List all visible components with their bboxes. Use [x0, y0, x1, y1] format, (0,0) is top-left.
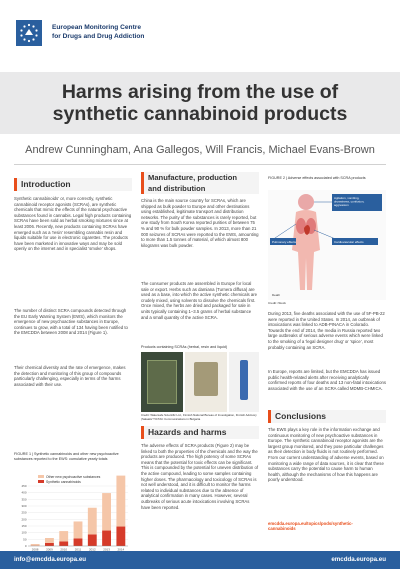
figure-2-label-neuro-line: drowsiness, confusion,	[334, 199, 365, 204]
chart-bar-synthetic-cannabinoids	[59, 541, 68, 546]
manufacture-paragraph-1: China is the main source country for SCRAs, which are shipped as bulk powder to Europe and other destinations using established, legitimate transport and distribution networks. The purity of the substances is rarely reported, but one study from South Korea reported purities of between 75 % and 90 % for bulk powder samples. In 2013, more than 21 000 seizures of SCRAs were reported to the EWS, amounting to more than 1.5 tonnes of material, of which almost 800 kilograms was bulk powder.	[141, 198, 259, 248]
introduction-paragraph-2: The number of distinct SCRA compounds detected through the EU Early Warning System (EWS), which monitors the emergence of new psychoactive substances in Europe, continues to grow, with a total of 134 having been notified to the EMCDDA between 2008 and 2014 (Figure 1).	[14, 308, 128, 336]
figure-2-label-death: Death	[272, 293, 281, 297]
chart-bar-other-nps	[74, 521, 83, 538]
poster-title	[0, 81, 400, 125]
legend-swatch-scra	[38, 480, 44, 483]
chart-y-tick-label: 350	[21, 497, 27, 502]
figure-1-caption: FIGURE 1 | Synthetic cannabinoids and other new psychoactive substances reported to the EWS: cumulative yearly totals	[14, 452, 119, 461]
conclusions-link-line2: cannabinoids	[268, 526, 296, 532]
introduction-paragraph-1: Synthetic cannabinoids' or, more correctly, synthetic cannabinoid receptor agonists (SCRAs), are synthetic chemicals that mimic the effects of the natural psychoactive substances found in cannabis. Legal high products containing SCRAs have been sold as herbal smoking mixtures since at least 2006. Recently, new products containing SCRAs have emerged such as a 'resin' resembling cannabis resin and liquids suitable for use in electronic cigarettes. The products have been marketed in innovative ways and may be sold openly on the internet and in specialist 'smoke' shops.	[14, 196, 132, 252]
chart-x-tick-label: 2010	[60, 547, 68, 552]
chart-y-tick-label: 300	[21, 504, 27, 508]
legend-swatch-other-nps	[38, 475, 44, 478]
hazards-paragraph-1: The adverse effects of SCRA products (Figure 2) may be linked to both the properties of the chemicals and the way the products are produced. The high potency of some SCRAs means that the potential for toxic effects can be significant. This is compounded by the potential for uneven distribution of the active compound, leading to some samples containing higher doses. The pharmacology and toxicology of SCRAs is not well understood, and it is difficult to monitor the harms related to individual substances due to the absence of analytical confirmation in many cases. However, several outbreaks of serious acute intoxications involving SCRAs have been reported.	[141, 443, 259, 510]
chart-bar-synthetic-cannabinoids	[45, 543, 54, 546]
figure-2-caption: FIGURE 2 | Adverse effects associated with SCRA products	[268, 176, 366, 180]
chart-legend	[38, 475, 101, 484]
chart-y-tick-label: 200	[21, 517, 27, 522]
chart-bar-other-nps	[116, 476, 125, 527]
figure-2-label-neuro-line: Agitation, vomiting,	[334, 196, 360, 200]
authors-line: Andrew Cunningham, Ana Gallegos, Will Francis, Michael Evans-Brown	[25, 144, 375, 156]
chart-bar-synthetic-cannabinoids	[88, 534, 97, 546]
hazards-heading: Hazards and harms	[141, 426, 259, 439]
figure-2-body-illustration	[268, 190, 386, 300]
chart-bar-synthetic-cannabinoids	[116, 527, 125, 546]
introduction-heading: Introduction	[14, 178, 132, 191]
footer-email-link[interactable]: info@emcdda.europa.eu	[14, 556, 87, 563]
conclusions-heading: Conclusions	[268, 410, 386, 423]
org-name-line1: European Monitoring Centre	[52, 24, 142, 31]
chart-x-tick-label: 2013	[103, 547, 110, 552]
chart-y-tick-label: 400	[21, 490, 27, 495]
chart-bar-other-nps	[102, 493, 111, 530]
figure-2-credit: Credit: iStock	[268, 301, 286, 305]
chart-x-tick-label: 2008	[31, 547, 39, 552]
figure-2-label-cardiovascular: Cardiovascular effects	[334, 239, 364, 244]
chart-bar-other-nps	[31, 544, 40, 546]
footer-website-link[interactable]: emcdda.europa.eu	[331, 556, 386, 563]
products-photo-herbal	[141, 352, 183, 412]
figure-1-chart	[14, 472, 132, 556]
products-photo-caption: Products containing SCRAs (herbal, resin and liquid)	[141, 345, 228, 349]
chart-bar-synthetic-cannabinoids	[102, 531, 111, 546]
chart-bar-other-nps	[88, 508, 97, 535]
chart-x-tick-label: 2009	[46, 547, 53, 552]
conclusions-paragraph-1: The EWS plays a key role in the information exchange and continuous monitoring of new psychoactive substances in Europe. The synthetic cannabinoid receptor agonists are the largest group monitored, and they pose particular challenges as their detection in body fluids is not routinely performed. From our current understanding of adverse events, based on monitoring a wide range of data sources, it is clear that these substances carry the potential to cause harm to human health, although the mechanisms of how this happens are poorly understood.	[268, 427, 384, 483]
chart-y-tick-label: 50	[23, 537, 27, 542]
chart-y-tick-label: 150	[21, 524, 27, 528]
introduction-paragraph-3: Their chemical diversity and the rate of emergence, makes the detection and monitoring of this group of compounds particularly challenging, especially in terms of the harms associated with their use.	[14, 365, 126, 387]
title-divider	[14, 164, 386, 165]
products-photo-credit: Credit: Watersafe Scientific Ltd., Finnish National Bureau of Investigation, Finnish Advisory (Salaatti/ TICTAC Communications in Bulgaria	[141, 413, 257, 421]
chart-bar-other-nps	[59, 531, 68, 541]
conclusions-link[interactable]	[268, 521, 386, 532]
right-paragraph-1: During 2013, five deaths associated with the use of 5F-PB-22 were reported in the United States. In 2014, an outbreak of intoxications was linked to ADB-PINACA in Colorado. Towards the end of 2014, the media in Russia reported two large outbreaks of serious adverse events which were linked to the smoking of a 'legal designer drug' or 'spice', most probably containing an SCRA.	[268, 311, 385, 350]
products-photo-liquid	[229, 352, 259, 412]
manufacture-heading	[141, 172, 259, 194]
conclusions-link-line1: emcdda.europa.eu/topics/pods/synthetic-	[268, 521, 353, 526]
manufacture-paragraph-2: The consumer products are assembled in Europe for local sale or export. Herbs such as damiana (Turnera diffusa) are used as a base, into which the active synthetic chemicals are crudely mixed, using solvents to dissolve the chemicals first. Once mixed, the herbs are dried and packaged for sale in units typically containing 1–3.5 grams of herbal substance and a small quantity of the active SCRA.	[141, 281, 258, 320]
manufacture-heading-line1: Manufacture, production	[148, 173, 238, 182]
chart-x-tick-label: 2011	[74, 547, 82, 552]
legend-label-scra: Synthetic cannabinoids	[46, 479, 81, 484]
chart-y-tick-labels	[21, 484, 26, 548]
organisation-name	[52, 24, 144, 41]
products-photo-resin	[185, 352, 227, 412]
emcdda-logo-icon	[16, 20, 42, 46]
chart-y-tick-label: 0	[24, 544, 27, 548]
chart-bars	[28, 476, 128, 546]
figure-2-label-pulmonary: Pulmonary effects	[272, 239, 296, 244]
chart-bar-other-nps	[45, 538, 54, 543]
chart-x-tick-label: 2014	[117, 547, 125, 552]
chart-y-tick-label: 450	[21, 484, 27, 488]
figure-2-label-neuro-line: aggression	[334, 203, 349, 208]
org-name-line2: for Drugs and Drug Addiction	[52, 32, 145, 40]
chart-bar-synthetic-cannabinoids	[74, 538, 83, 546]
chart-y-tick-label: 250	[21, 510, 27, 515]
chart-y-tick-label: 100	[21, 530, 27, 535]
page-header	[0, 0, 400, 62]
chart-x-tick-label: 2012	[88, 547, 96, 552]
title-line1: Harms arising from the use of	[61, 81, 339, 103]
manufacture-heading-line2: and distribution	[148, 184, 206, 193]
legend-label-other-nps: Other new psychoactive substances	[46, 474, 101, 479]
title-line2: synthetic cannabinoid products	[52, 103, 348, 125]
right-paragraph-2: In Europe, reports are limited, but the EMCDDA has issued public health-related alerts after receiving analytically confirmed reports of four deaths and 13 non-fatal intoxications associated with the use of an SCRA called MDMB-CHMICA.	[268, 369, 386, 391]
